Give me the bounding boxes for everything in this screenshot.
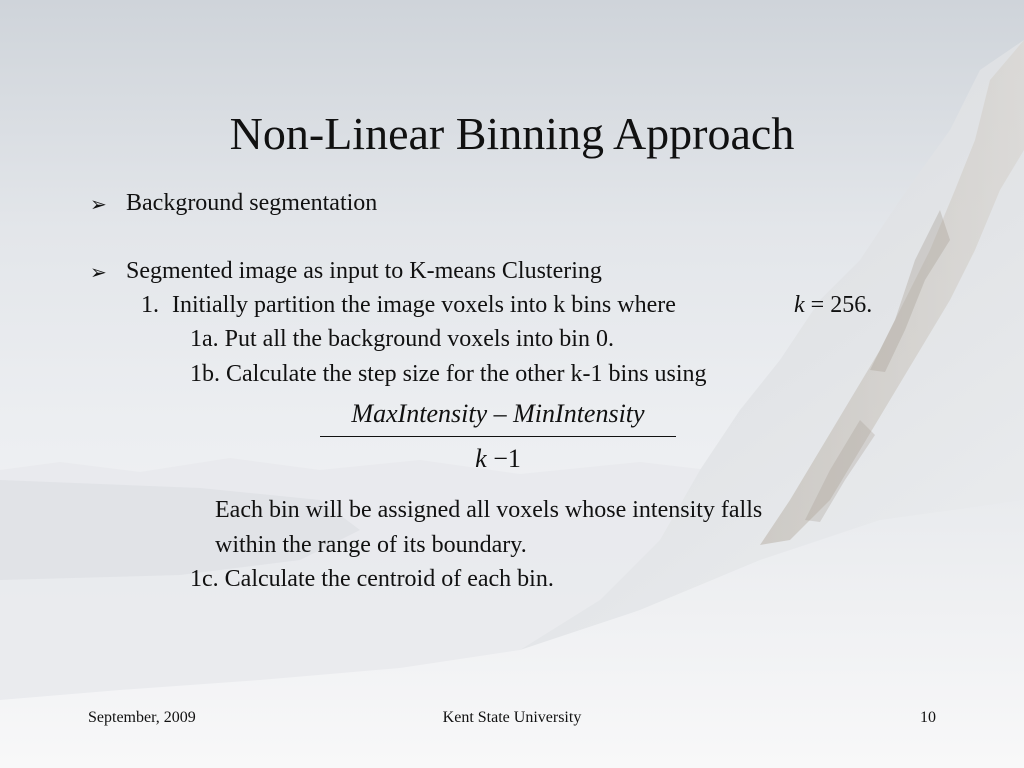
bin-assignment-note-line-2: within the range of its boundary. (215, 532, 527, 558)
footer-page-number: 10 (920, 709, 936, 726)
footer-organization: Kent State University (442, 709, 582, 726)
slide-title: Non-Linear Binning Approach (229, 108, 795, 159)
step-1-text: Initially partition the image voxels into k bins where (172, 292, 676, 318)
step-size-formula (318, 398, 678, 475)
bin-assignment-note-line-1: Each bin will be assigned all voxels whose intensity falls (215, 497, 763, 523)
formula-numerator: MaxIntensity – MinIntensity (351, 399, 645, 428)
bullet-kmeans-clustering: Segmented image as input to K-means Clustering (126, 258, 602, 284)
step-1b: 1b. Calculate the step size for the other k-1 bins using (190, 361, 707, 387)
step-1-number: 1. (141, 292, 159, 318)
bullet-background-segmentation: Background segmentation (126, 190, 378, 216)
arrow-bullet-icon: ➢ (90, 192, 107, 216)
equation-value: = 256. (804, 292, 873, 318)
formula-denominator: k −1 (475, 444, 521, 473)
step-1-equation (794, 290, 872, 320)
fraction-bar (320, 436, 676, 437)
footer-date: September, 2009 (88, 709, 196, 726)
step-1a: 1a. Put all the background voxels into bin 0. (190, 326, 614, 352)
arrow-bullet-icon: ➢ (90, 260, 107, 284)
k-variable: k (794, 292, 805, 318)
step-1c: 1c. Calculate the centroid of each bin. (190, 566, 554, 592)
